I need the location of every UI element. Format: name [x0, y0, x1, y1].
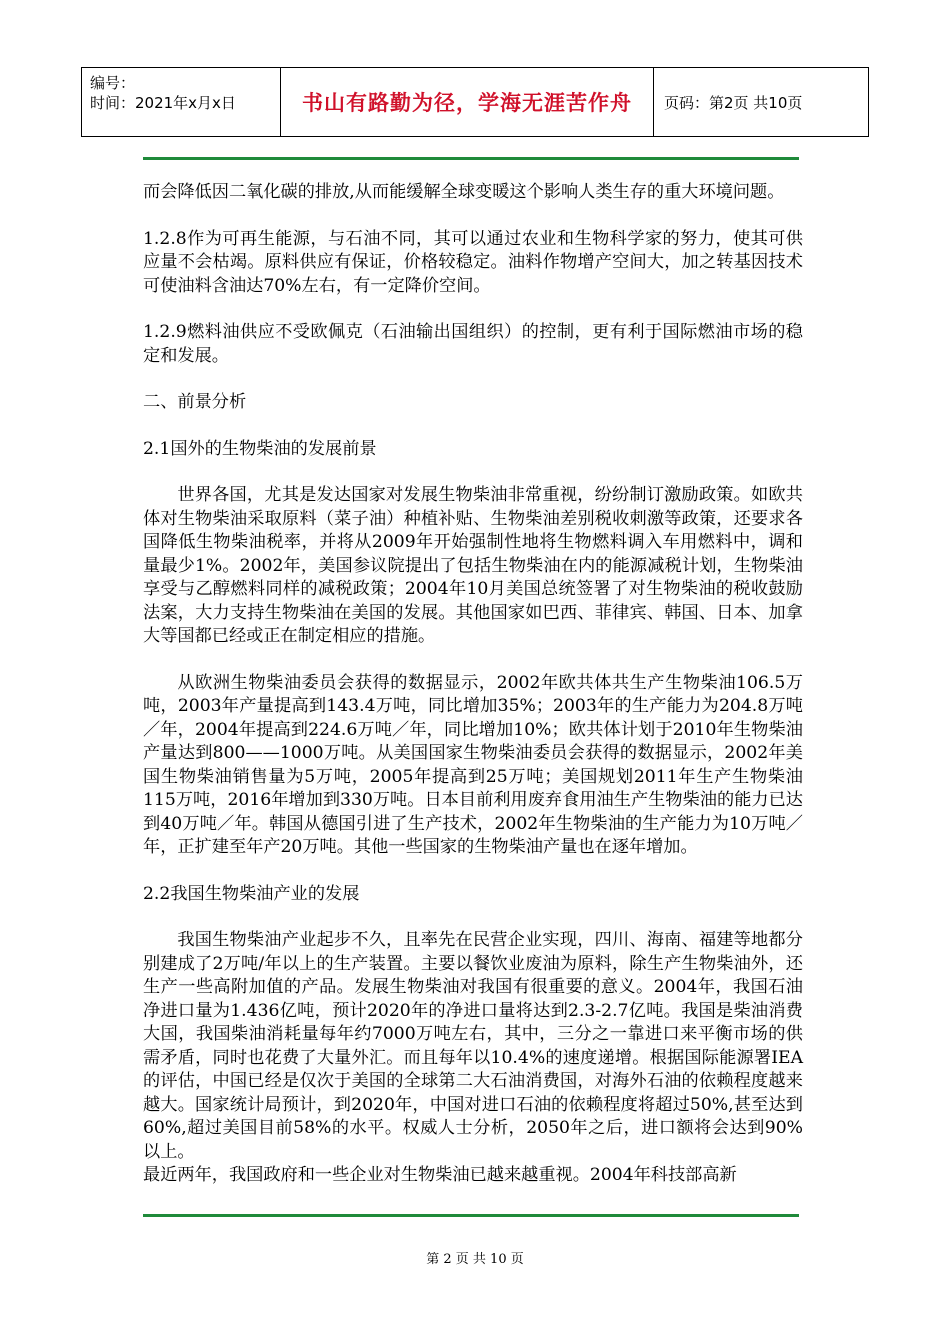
section-heading: 二、前景分析 — [143, 392, 247, 412]
paragraph: 从欧洲生物柴油委员会获得的数据显示，2002年欧共体共生产生物柴油106.5万吨，2003年产量提高到143.4万吨，同比增加35%；2003年的生产能力为204.8万吨／年，2004年提高到224.6万吨／年，同比增加10%；欧共体计划于2010年生物柴油产量达到800——1000万吨。从美国国家生物柴油委员会获得的数据显示，2002年美国生物柴油销售量为5万吨，2005年提高到25万吨；美国规划2011年生产生物柴油115万吨，2016年增加到330万吨。日本目前利用废弃食用油生产生物柴油的能力已达到40万吨／年。韩国从德国引进了生产技术，2002年生物柴油的生产能力为10万吨／年，正扩建至年产20万吨。其他一些国家的生物柴油产量也在逐年增加。 — [143, 672, 803, 857]
header-page-info: 页码：第2页 共10页 — [664, 93, 803, 112]
paragraph: 我国生物柴油产业起步不久，且率先在民营企业实现，四川、海南、福建等地都分别建成了2万吨/年以上的生产装置。主要以餐饮业废油为原料，除生产生物柴油外，还生产一些高附加值的产品。发展生物柴油对我国有很重要的意义。2004年，我国石油净进口量为1.436亿吨，预计2020年的净进口量将达到2.3-2.7亿吨。我国是柴油消费大国，我国柴油消耗量每年约7000万吨左右，其中，三分之一靠进口来平衡市场的供需矛盾，同时也花费了大量外汇。而且每年以10.4%的速度递增。根据国际能源署IEA的评估，中国已经是仅次于美国的全球第二大石油消费国，对海外石油的依赖程度越来越大。国家统计局预计，到2020年，中国对进口石油的依赖程度将超过50%,甚至达到60%,超过美国目前58%的水平。权威人士分析，2050年之后，进口额将会达到90%以上。 — [143, 930, 803, 1162]
footer-divider — [143, 1214, 799, 1217]
paragraph: 而会降低因二氧化碳的排放,从而能缓解全球变暖这个影响人类生存的重大环境问题。 — [143, 182, 785, 202]
paragraph: 1.2.8作为可再生能源，与石油不同，其可以通过农业和生物科学家的努力，使其可供应量不会枯竭。原料供应有保证，价格较稳定。油料作物增产空间大，加之转基因技术可使油料含油达70%左右，有一定降价空间。 — [143, 228, 803, 296]
paragraph: 1.2.9燃料油供应不受欧佩克（石油输出国组织）的控制，更有利于国际燃油市场的稳定和发展。 — [143, 322, 803, 366]
subsection-heading: 2.2我国生物柴油产业的发展 — [143, 883, 360, 904]
header-table — [81, 67, 869, 137]
paragraph: 世界各国，尤其是发达国家对发展生物柴油非常重视，纷纷制订激励政策。如欧共体对生物柴油采取原料（菜子油）种植补贴、生物柴油差别税收刺激等政策，还要求各国降低生物柴油税率，并将从2009年开始强制性地将生物燃料调入车用燃料中，调和量最少1%。2002年，美国参议院提出了包括生物柴油在内的能源减税计划，生物柴油享受与乙醇燃料同样的减税政策；2004年10月美国总统签署了对生物柴油的税收鼓励法案，大力支持生物柴油在美国的发展。其他国家如巴西、菲律宾、韩国、日本、加拿大等国都已经或正在制定相应的措施。 — [143, 485, 803, 646]
doc-number-label: 编号： — [90, 74, 136, 92]
header-divider — [143, 157, 799, 160]
page-footer: 第 2 页 共 10 页 — [426, 1252, 524, 1267]
header-meta — [82, 68, 281, 136]
paragraph-last-line: 最近两年，我国政府和一些企业对生物柴油已越来越重视。2004年科技部高新 — [143, 1165, 737, 1185]
subsection-heading: 2.1国外的生物柴油的发展前景 — [143, 438, 377, 459]
document-body — [143, 181, 803, 1192]
header-motto-cell — [281, 68, 654, 136]
header-motto: 书山有路勤为径，学海无涯苦作舟 — [302, 91, 632, 115]
doc-date-label: 时间：2021年x月x日 — [90, 94, 236, 112]
